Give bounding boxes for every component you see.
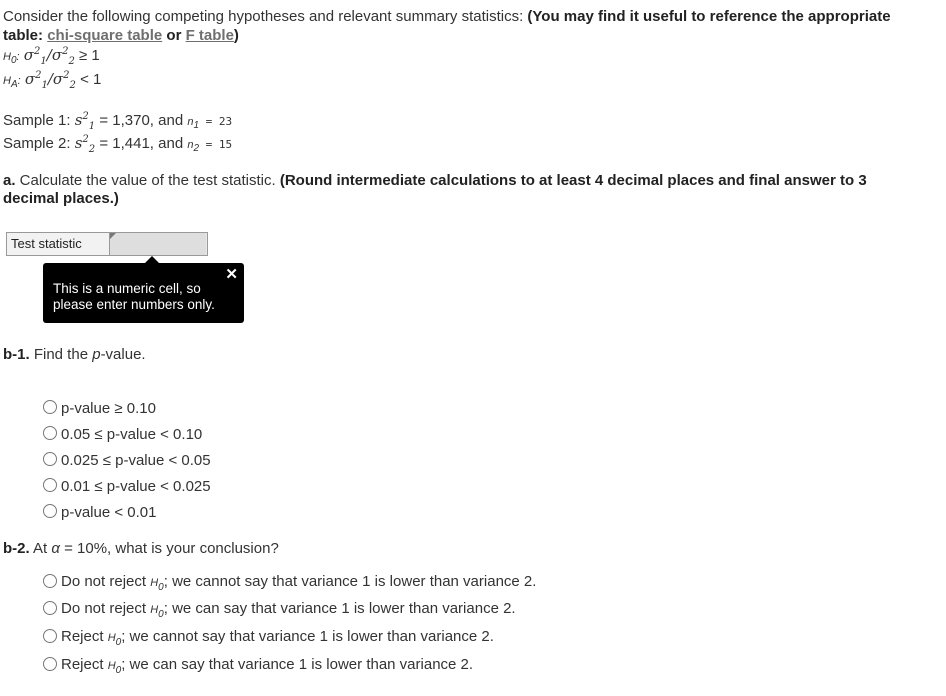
intro-or: or [162, 27, 186, 44]
intro-line-2 [3, 27, 239, 44]
b2-option-1-radio[interactable] [43, 574, 57, 588]
b2-option-4-label[interactable]: Reject $H_0$; we can say that variance 1 is lower than variance 2. [61, 656, 474, 676]
b1-option-4-radio[interactable] [43, 478, 57, 492]
b2-option-2-radio[interactable] [43, 601, 57, 615]
part-a-line-1: a. Calculate the value of the test statistic. (Round intermediate calculations to at least 4 decimal places and final answer to 3 [3, 172, 867, 189]
chi-square-table-link[interactable]: chi-square table [47, 27, 163, 44]
b2-option-2-label[interactable]: Do not reject $H_0$; we can say that variance 1 is lower than variance 2. [61, 600, 516, 620]
b1-option-4-label[interactable]: 0.01 ≤ p-value < 0.025 [61, 478, 211, 495]
h0-label: $H_0$: [3, 51, 20, 67]
intro-bold-text: (You may find it useful to reference the appropriate [527, 8, 891, 25]
b2-option-1-label[interactable]: Do not reject $H_0$; we cannot say that variance 1 is lower than variance 2. [61, 573, 537, 593]
sample-2: Sample 2: $s^2_2 = 1,441$, and $n_2 = 15$ [3, 134, 233, 155]
close-icon[interactable]: ✕ [225, 266, 238, 283]
test-statistic-input[interactable] [110, 233, 206, 255]
b2-option-3-radio[interactable] [43, 629, 57, 643]
ha-relation: < 1 [80, 71, 102, 88]
test-statistic-table [6, 232, 208, 256]
b2-option-4-radio[interactable] [43, 657, 57, 671]
b1-option-5-label[interactable]: p-value < 0.01 [61, 504, 157, 521]
ha-label: $H_A$: [3, 75, 21, 91]
b1-option-1-radio[interactable] [43, 400, 57, 414]
b1-option-1-label[interactable]: p-value ≥ 0.10 [61, 400, 156, 417]
b1-option-2-label[interactable]: 0.05 ≤ p-value < 0.10 [61, 426, 203, 443]
null-hypothesis [3, 46, 100, 67]
sample-1: Sample 1: $s^2_1 = 1,370$, and $n_1 = 23$ [3, 111, 233, 132]
ha-expression: $\sigma^2_1/\sigma^2_2$ [24, 70, 76, 91]
intro-close-paren: ) [233, 27, 239, 44]
b1-option-5-radio[interactable] [43, 504, 57, 518]
b1-option-2-radio[interactable] [43, 426, 57, 440]
part-a-label: a. [3, 172, 16, 189]
b1-option-3-label[interactable]: 0.025 ≤ p-value < 0.05 [61, 452, 211, 469]
f-table-link[interactable]: F table [185, 27, 234, 44]
alternative-hypothesis [3, 70, 102, 91]
part-a-line-2: decimal places.) [3, 190, 119, 207]
intro-line-1 [3, 8, 891, 25]
numeric-cell-tooltip [43, 263, 244, 323]
h0-expression: $\sigma^2_1/\sigma^2_2$ [23, 46, 75, 67]
test-statistic-label: Test statistic [7, 233, 110, 255]
b2-option-3-label[interactable]: Reject $H_0$; we cannot say that variance 1 is lower than variance 2. [61, 628, 494, 648]
intro-bold-text-2: table: [3, 27, 48, 44]
h0-relation: ≥ 1 [78, 47, 100, 64]
intro-text: Consider the following competing hypotheses and relevant summary statistics: [3, 8, 528, 25]
tooltip-message: This is a numeric cell, so please enter numbers only. [53, 281, 215, 312]
part-b1-question: b-1. Find the p-value. [3, 346, 146, 363]
part-b2-question: b-2. At α = 10%, what is your conclusion? [3, 540, 279, 557]
b1-option-3-radio[interactable] [43, 452, 57, 466]
